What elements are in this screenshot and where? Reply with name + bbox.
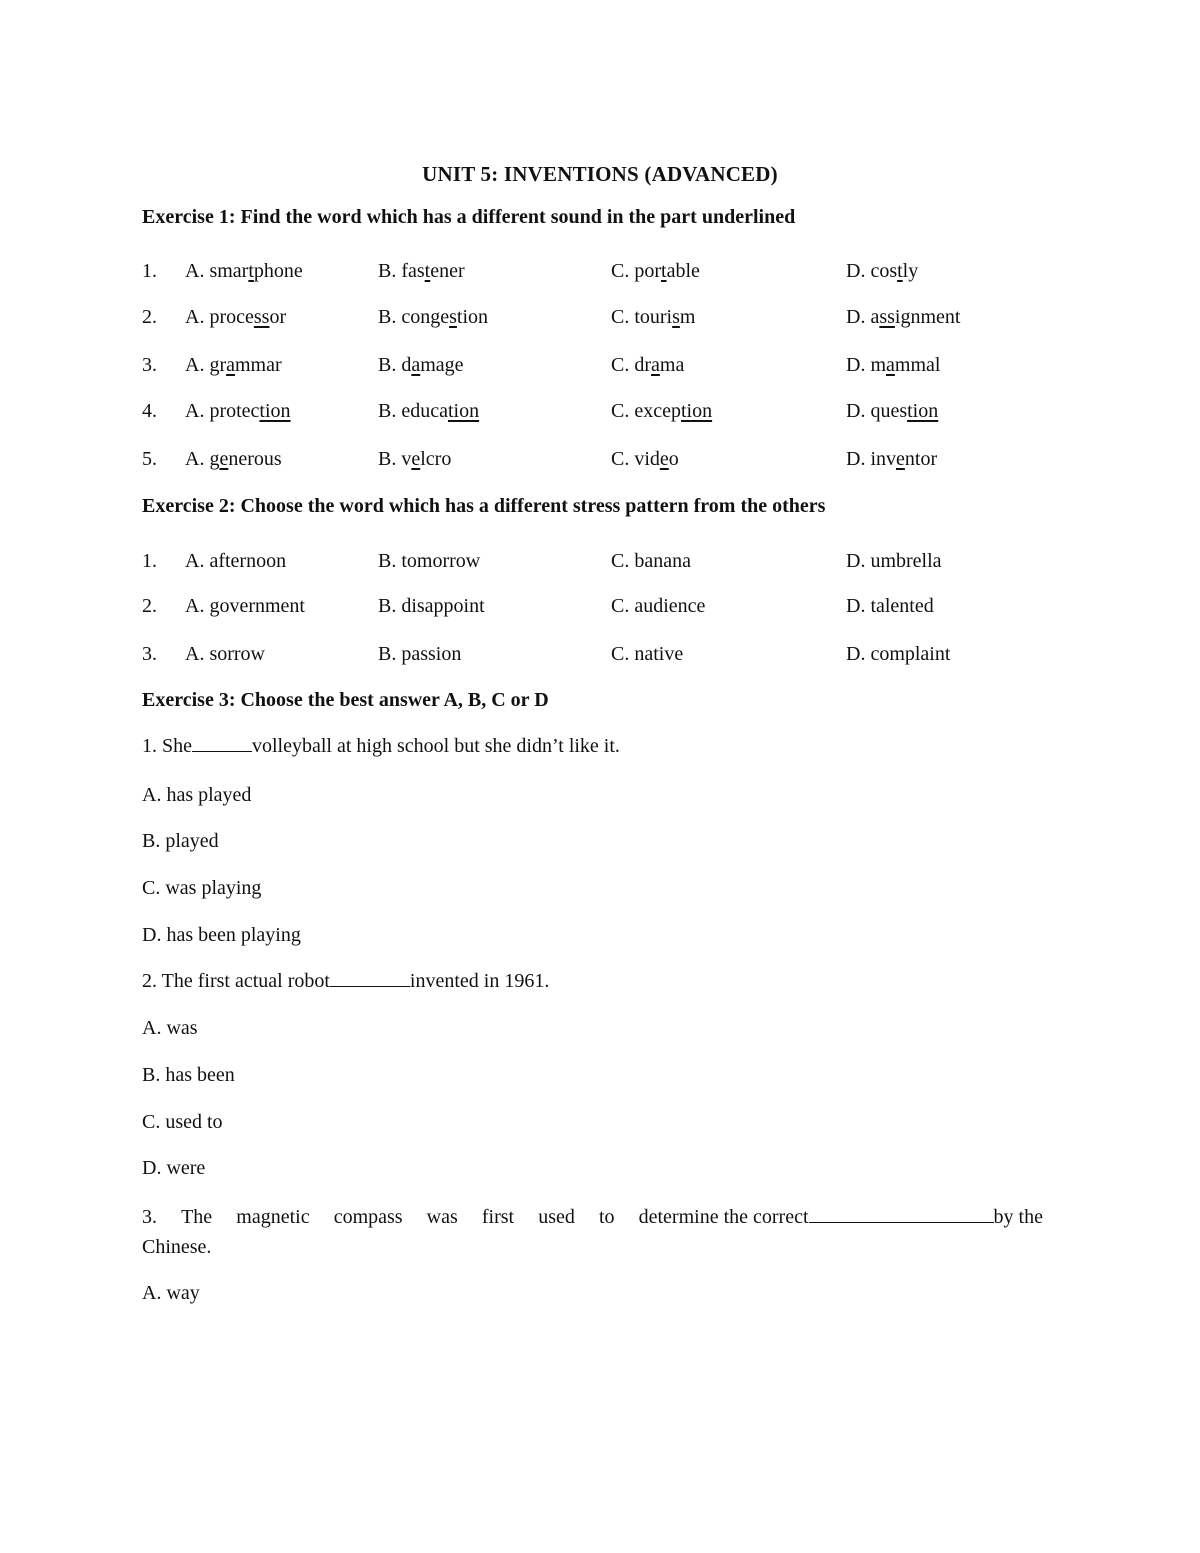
question-1: 1. She volleyball at high school but she didn’t like it.: [142, 735, 620, 757]
row-number: 5.: [142, 448, 157, 470]
exercise1-heading: Exercise 1: Find the word which has a different sound in the part underlined: [142, 206, 796, 228]
row-number: 3.: [142, 354, 157, 376]
exercise1-row: [0, 354, 1200, 382]
option-d: D. assignment: [846, 306, 961, 328]
option-d: D. talented: [846, 595, 934, 617]
exercise2-row: [0, 550, 1200, 578]
exercise2-row: [0, 643, 1200, 671]
option-a: A. smartphone: [185, 260, 303, 282]
option-d: D. umbrella: [846, 550, 942, 572]
option-c: C. banana: [611, 550, 691, 572]
option-c: C. tourism: [611, 306, 696, 328]
row-number: 2.: [142, 595, 157, 617]
answer-option: D. has been playing: [142, 924, 301, 946]
option-d: D. costly: [846, 260, 919, 282]
answer-option: D. were: [142, 1157, 206, 1179]
row-number: 4.: [142, 400, 157, 422]
exercise3-heading: Exercise 3: Choose the best answer A, B, C or D: [142, 689, 549, 711]
option-b: B. congestion: [378, 306, 489, 328]
option-d: D. question: [846, 400, 939, 422]
row-number: 3.: [142, 643, 157, 665]
answer-blank: [330, 970, 410, 987]
exercise1-row: [0, 448, 1200, 476]
option-c: C. audience: [611, 595, 706, 617]
exercise1-row: [0, 306, 1200, 334]
answer-option: A. was: [142, 1017, 198, 1039]
row-number: 1.: [142, 550, 157, 572]
option-b: B. fastener: [378, 260, 465, 282]
option-b: B. passion: [378, 643, 462, 665]
answer-blank: [192, 735, 252, 752]
option-b: B. velcro: [378, 448, 452, 470]
option-a: A. processor: [185, 306, 287, 328]
exercise1-row: [0, 260, 1200, 288]
question-3-line-2: Chinese.: [142, 1236, 212, 1258]
option-a: A. sorrow: [185, 643, 265, 665]
answer-option: B. played: [142, 830, 219, 852]
option-a: A. afternoon: [185, 550, 287, 572]
row-number: 1.: [142, 260, 157, 282]
option-c: C. video: [611, 448, 679, 470]
answer-option: A. has played: [142, 784, 252, 806]
question-3-line-1: 3. The magnetic compass was first used to determine the correct by the: [142, 1206, 1043, 1228]
option-c: C. portable: [611, 260, 700, 282]
question-3: [142, 1202, 1043, 1262]
option-b: B. education: [378, 400, 480, 422]
answer-blank: [809, 1206, 994, 1223]
page-title: UNIT 5: INVENTIONS (ADVANCED): [422, 162, 778, 186]
option-b: B. disappoint: [378, 595, 485, 617]
option-a: A. generous: [185, 448, 282, 470]
option-d: D. mammal: [846, 354, 941, 376]
answer-option: A. way: [142, 1282, 200, 1304]
answer-option: C. used to: [142, 1111, 223, 1133]
answer-option: C. was playing: [142, 877, 262, 899]
exercise2-heading: Exercise 2: Choose the word which has a different stress pattern from the others: [142, 495, 826, 517]
exercise1-row: [0, 400, 1200, 428]
option-a: A. government: [185, 595, 305, 617]
option-b: B. damage: [378, 354, 464, 376]
option-c: C. native: [611, 643, 684, 665]
option-c: C. exception: [611, 400, 713, 422]
answer-option: B. has been: [142, 1064, 235, 1086]
option-d: D. complaint: [846, 643, 951, 665]
option-c: C. drama: [611, 354, 685, 376]
option-d: D. inventor: [846, 448, 938, 470]
exercise2-row: [0, 595, 1200, 623]
question-2: 2. The first actual robot invented in 1961.: [142, 970, 550, 992]
option-a: A. grammar: [185, 354, 282, 376]
option-b: B. tomorrow: [378, 550, 481, 572]
option-a: A. protection: [185, 400, 291, 422]
row-number: 2.: [142, 306, 157, 328]
